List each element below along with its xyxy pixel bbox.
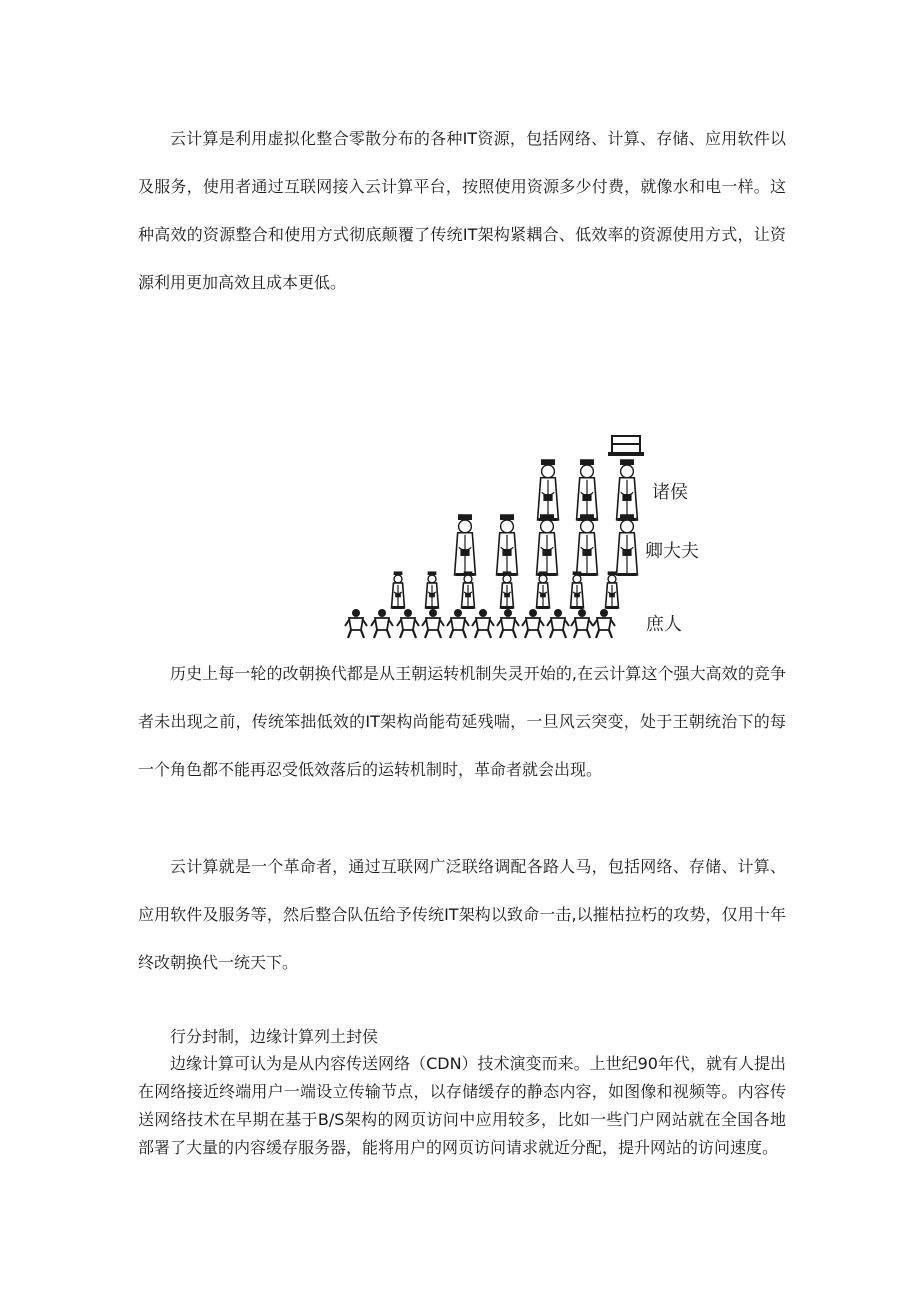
hierarchy-figures <box>345 436 644 638</box>
minister-figure-4 <box>577 514 598 576</box>
scholar-figure-7 <box>606 571 619 609</box>
scholar-figure-6 <box>571 571 584 609</box>
scholar-figure-3 <box>462 571 475 609</box>
commoner-figure-2 <box>371 609 393 638</box>
scholar-figure-1 <box>392 571 405 609</box>
noble-figure-3 <box>617 459 638 521</box>
commoner-figure-4 <box>422 609 444 638</box>
label-commoners: 庶人 <box>646 614 682 635</box>
scholar-figure-2 <box>426 571 439 609</box>
scholar-figure-4 <box>501 571 514 609</box>
commoner-figure-5 <box>447 609 469 638</box>
paragraph-cloud-revolutionary: 云计算就是一个革命者，通过互联网广泛联络调配各路人马，包括网络、存储、计算、应用软件及服务等，然后整合队伍给予传统IT架构以致命一击,以摧枯拉朽的攻势，仅用十年终改朝换代一统天下。 <box>138 857 786 972</box>
label-ministers: 卿大夫 <box>645 541 699 562</box>
minister-figure-1 <box>455 514 476 576</box>
paragraph-dynasty-change: 历史上每一轮的改朝换代都是从王朝运转机制失灵开始的,在云计算这个强大高效的竞争者未出现之前，传统笨拙低效的IT架构尚能苟延残喘，一旦风云突变，处于王朝统治下的每一个角色都不能再忍受低效落后的运转机制时，革命者就会出现。 <box>138 664 786 779</box>
commoner-figure-6 <box>472 609 494 638</box>
minister-figure-3 <box>537 514 558 576</box>
noble-figure-1 <box>538 459 559 521</box>
commoner-figure-10 <box>571 609 593 638</box>
commoner-figure-8 <box>522 609 544 638</box>
noble-figure-2 <box>577 459 598 521</box>
paragraph-edge-computing-cdn: 边缘计算可认为是从内容传送网络（CDN）技术演变而来。上世纪90年代，就有人提出在网络接近终端用户一端设立传输节点，以存储缓存的静态内容，如图像和视频等。内容传送网络技术在早期在基于B/S架构的网页访问中应用较多，比如一些门户网站就在全国各地部署了大量的内容缓存服务器，能将用户的网页访问请求就近分配，提升网站的访问速度。 <box>138 1054 786 1157</box>
minister-figure-5 <box>617 514 638 576</box>
paragraph-cloud-computing-intro: 云计算是利用虚拟化整合零散分布的各种IT资源，包括网络、计算、存储、应用软件以及服务，使用者通过互联网接入云计算平台，按照使用资源多少付费，就像水和电一样。这种高效的资源整合和使用方式彻底颠覆了传统IT架构紧耦合、低效率的资源使用方式，让资源利用更加高效且成本更低。 <box>138 129 786 292</box>
commoner-figure-7 <box>497 609 519 638</box>
section-heading: 行分封制，边缘计算列土封侯 <box>170 1027 379 1046</box>
label-nobles: 诸侯 <box>652 482 688 503</box>
commoner-figure-3 <box>397 609 419 638</box>
top-ruler-figure-partial <box>608 436 644 456</box>
scholar-figure-5 <box>537 571 550 609</box>
feudal-hierarchy-illustration <box>340 430 720 645</box>
commoner-figure-1 <box>345 609 367 638</box>
feudal-hierarchy-figure <box>340 430 720 645</box>
commoner-figure-9 <box>547 609 569 638</box>
commoner-figure-11 <box>593 609 615 638</box>
minister-figure-2 <box>497 514 518 576</box>
